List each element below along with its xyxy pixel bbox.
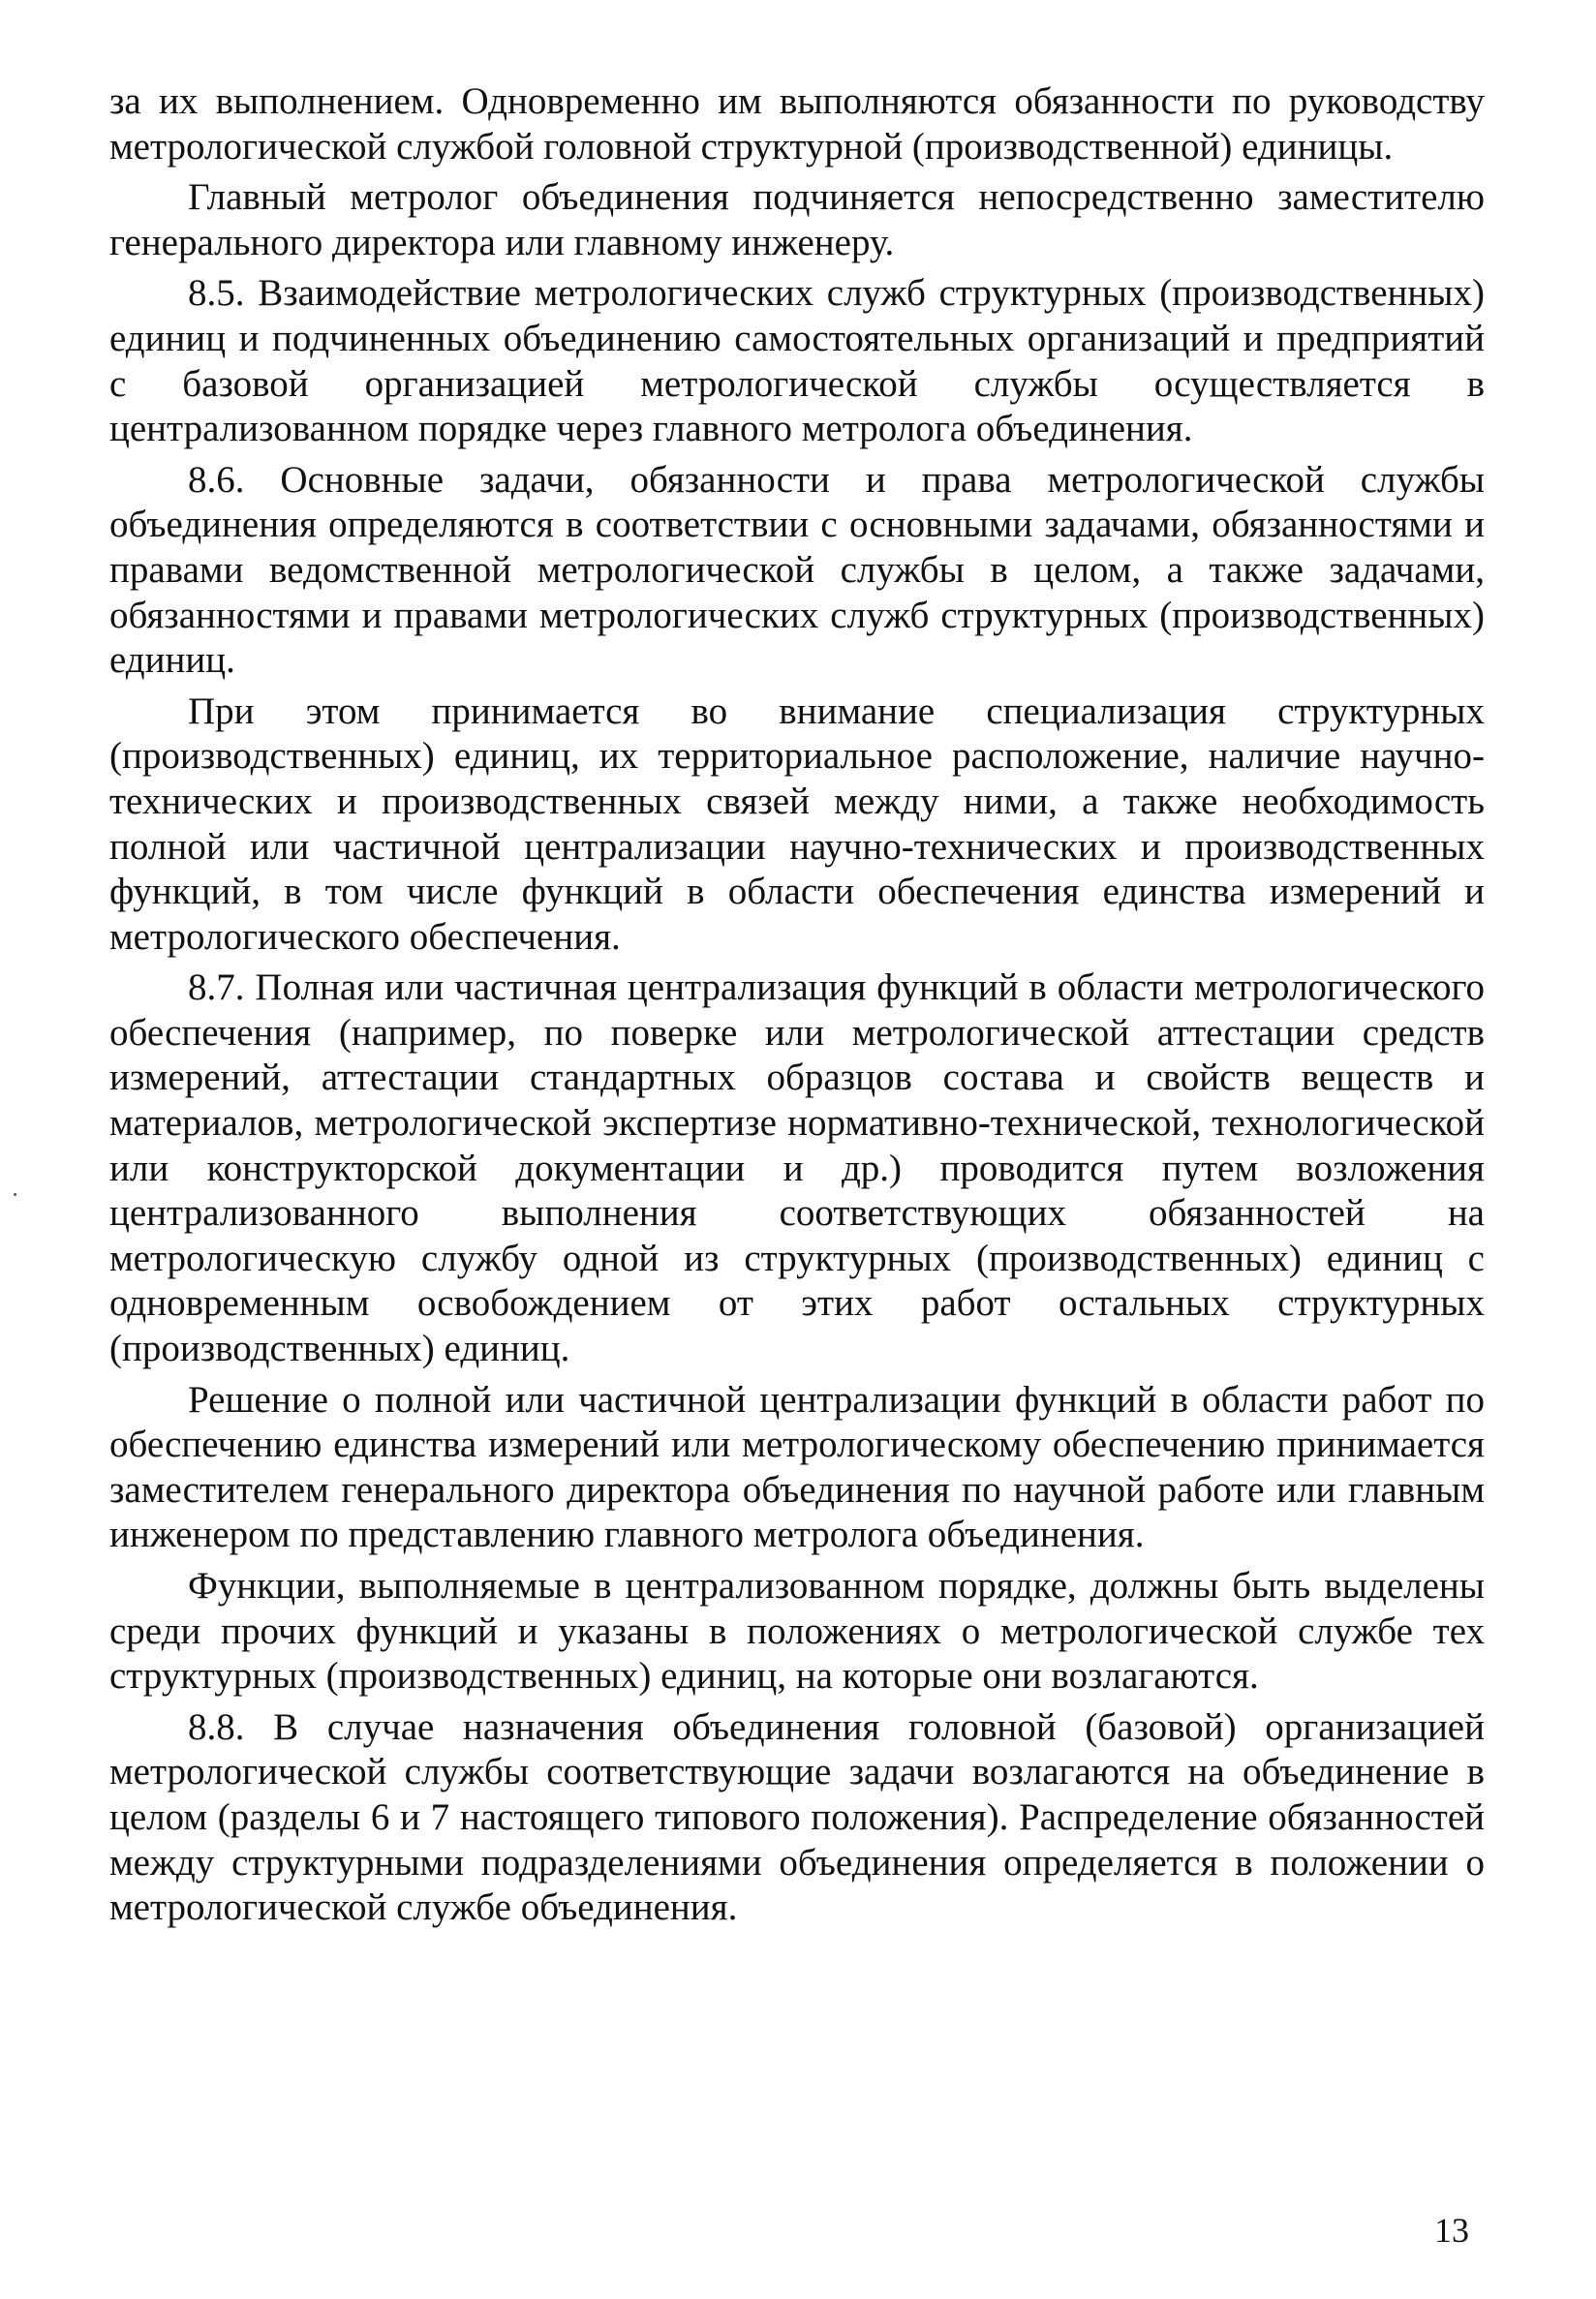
paragraph-continuation: за их выполнением. Одновременно им выполняются обязанности по руководству метрологической службой головной структурной (производственной) единицы. [109,80,1485,168]
paragraph-8-7: 8.7. Полная или частичная централизация функций в области метрологического обеспечения (например, по поверке или метрологической аттестации средств измерений, аттестации стандартных образцов состава и свойств веществ и материалов, метрологической экспертизе нормативно-технической, технологической или конструкторской документации и др.) проводится путем возложения централизованного выполнения соответствующих обязанностей на метрологическую службу одной из структурных (производственных) единиц с одновременным освобождением от этих работ остальных структурных (производственных) единиц. [109,966,1485,1370]
paragraph-8-6: 8.6. Основные задачи, обязанности и права метрологической службы объединения определяются в соответствии с основными задачами, обязанностями и правами ведомственной метрологической службы в целом, а также задачами, обязанностями и правами метрологических служб структурных (производственных) единиц. [109,458,1485,682]
paragraph-centralized-functions: Функции, выполняемые в централизованном порядке, должны быть выделены среди прочих функций и указаны в положениях о метрологической службе тех структурных (производственных) единиц, на которые они возлагаются. [109,1565,1485,1698]
paragraph-8-8: 8.8. В случае назначения объединения головной (базовой) организацией метрологической службы соответствующие задачи возлагаются на объединение в целом (разделы 6 и 7 настоящего типового положения). Распределение обязанностей между структурными подразделениями объединения определяется в положении о метрологической службе объединения. [109,1705,1485,1929]
paragraph-centralization-decision: Решение о полной или частичной централизации функций в области работ по обеспечению единства измерений или метрологическому обеспечению принимается заместителем генерального директора объединения по научной работе или главным инженером по представлению главного метролога объединения. [109,1378,1485,1556]
page-number: 13 [1434,2211,1469,2250]
paragraph-chief-metrologist: Главный метролог объединения подчиняется непосредственно заместителю генерального директора или главному инженеру. [109,176,1485,263]
document-body [109,79,1485,1931]
paragraph-8-5: 8.5. Взаимодействие метрологических служб структурных (производственных) единиц и подчиненных объединению самостоятельных организаций и предприятий с базовой организацией метрологической службы осуществляется в централизованном порядке через главного метролога объединения. [109,272,1485,450]
paragraph-specialization: При этом принимается во внимание специализация структурных (производственных) единиц, их территориальное расположение, наличие научно-технических и производственных связей между ними, а также необходимость полной или частичной централизации научно-технических и производственных функций, в том числе функций в области обеспечения единства измерений и метрологического обеспечения. [109,690,1485,958]
scan-speck [14,1193,16,1196]
